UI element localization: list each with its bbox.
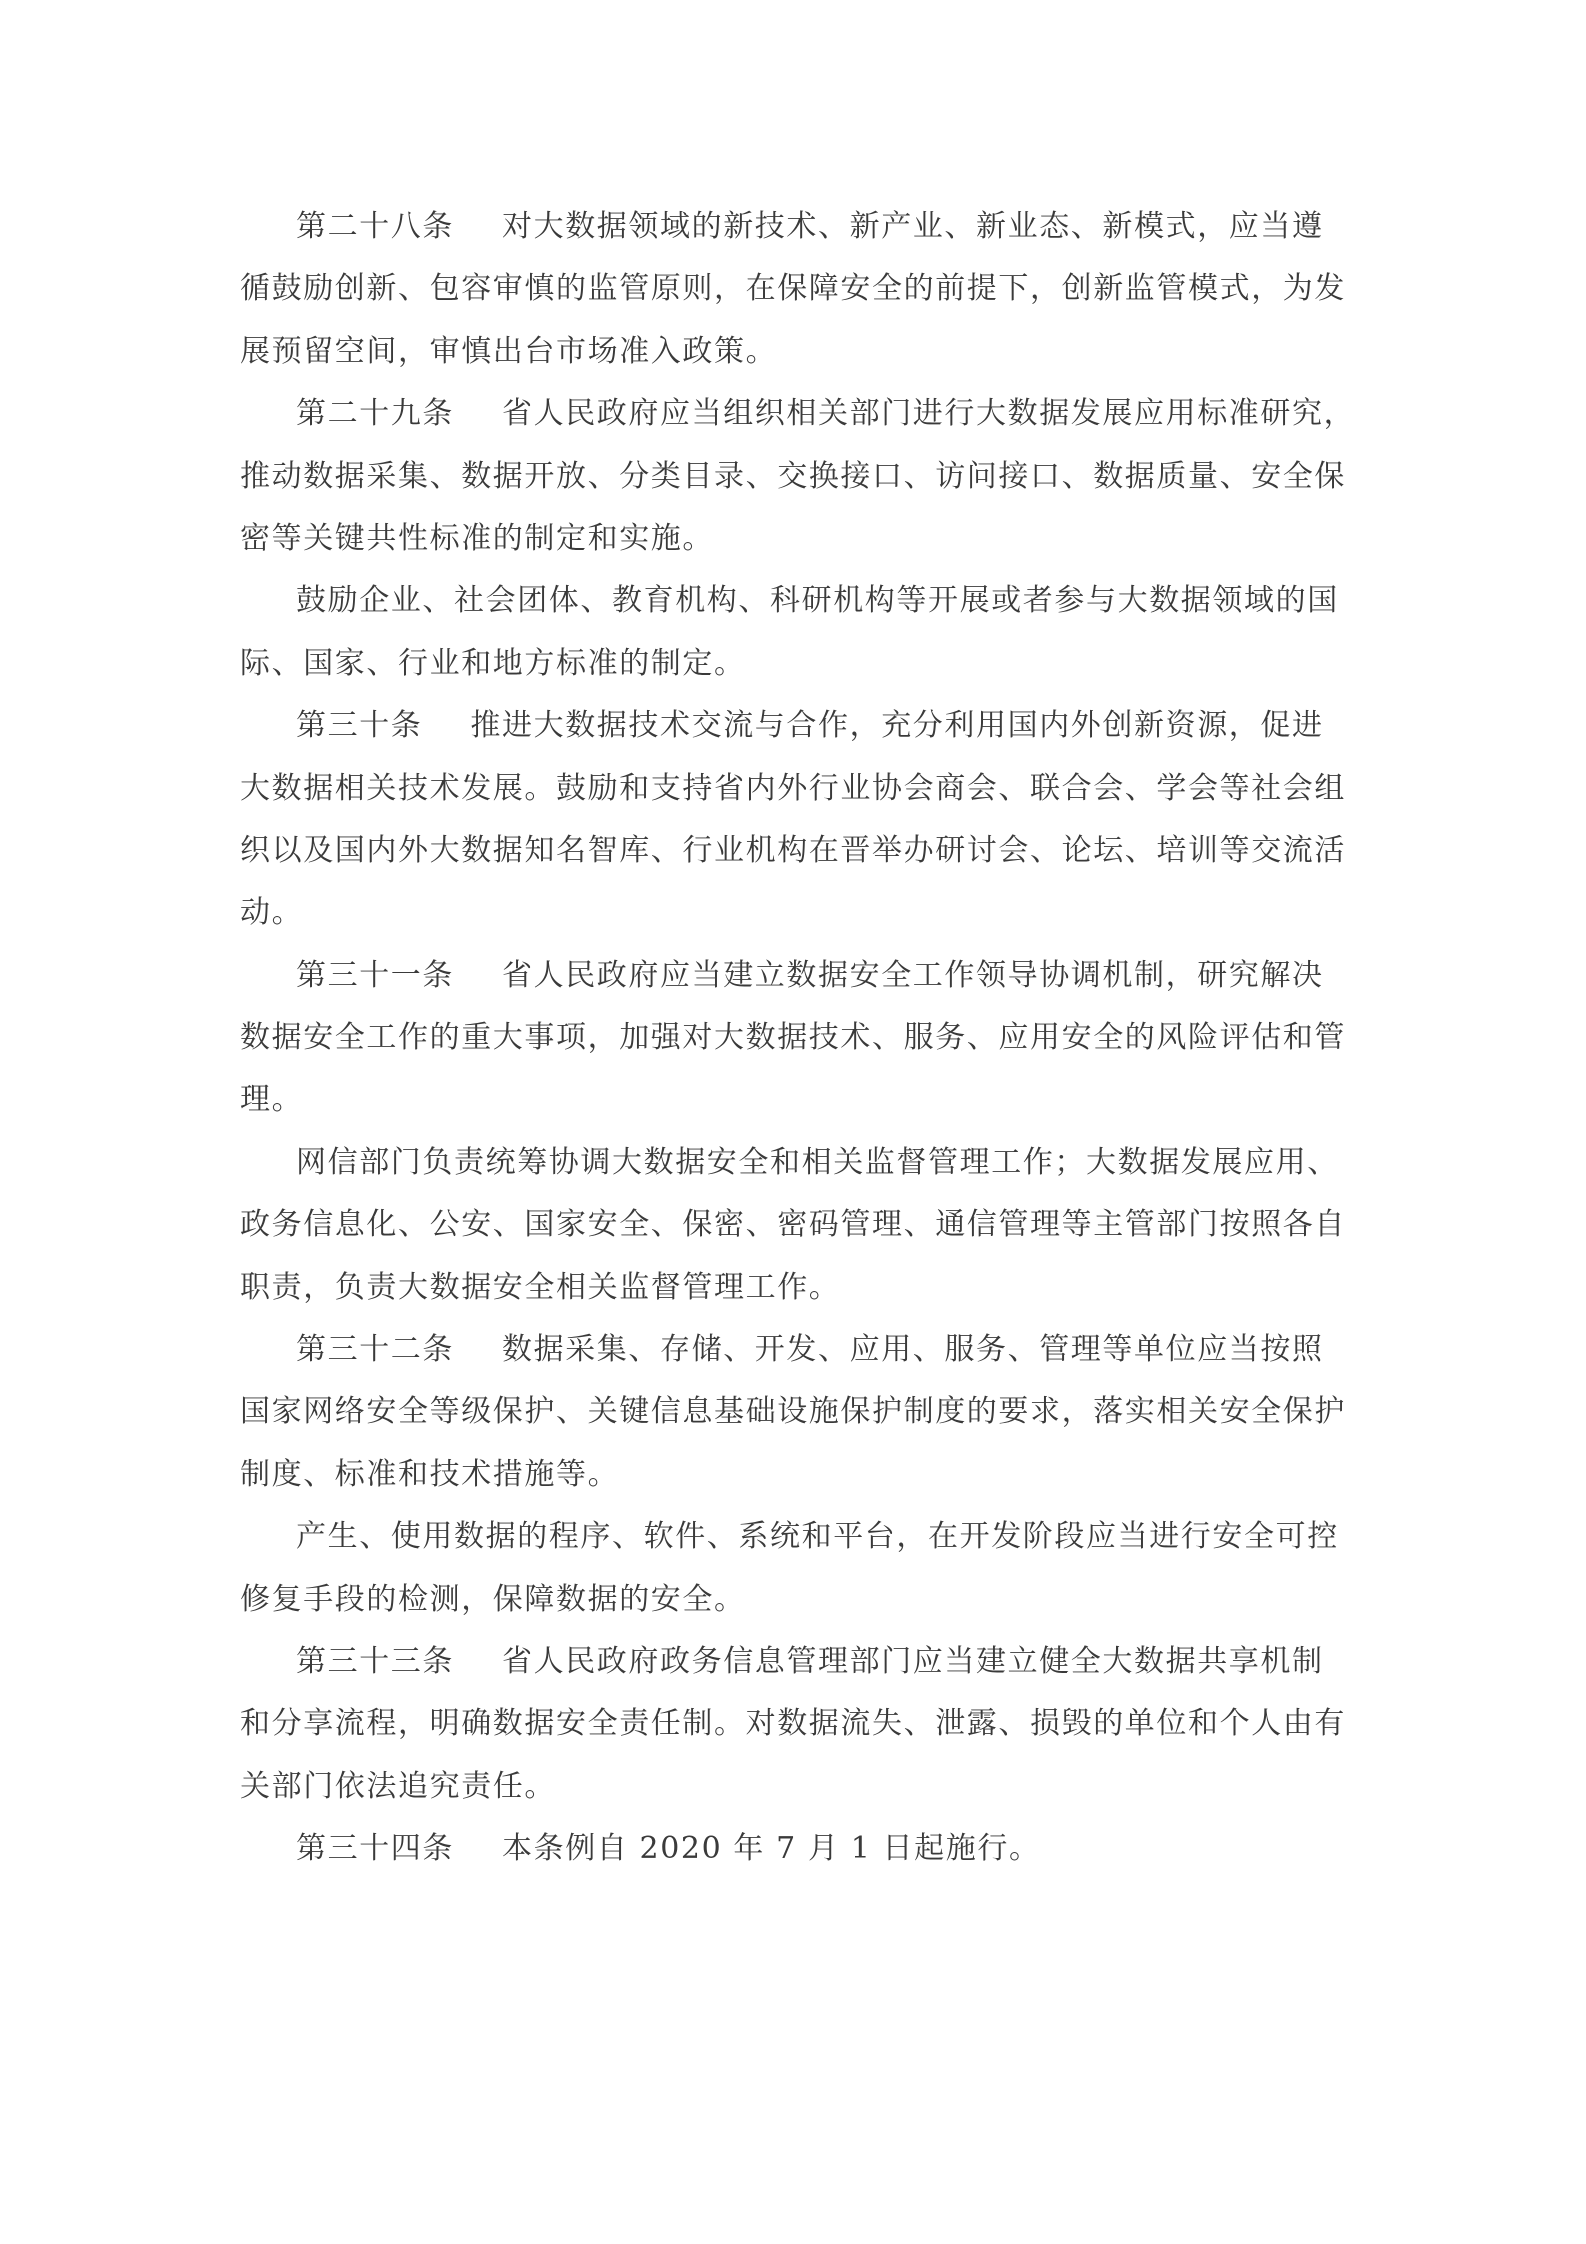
paragraph-line <box>240 196 1350 258</box>
article-29 <box>240 383 1356 570</box>
paragraph-line <box>240 383 1356 445</box>
article-33 <box>240 1631 1350 1818</box>
article-number: 第三十四条 <box>296 1831 454 1867</box>
article-31 <box>240 945 1350 1132</box>
paragraph-line: 大数据相关技术发展。鼓励和支持省内外行业协会商会、联合会、学会等社会组 <box>240 770 1346 806</box>
article-29-paragraph-2 <box>240 570 1350 695</box>
line-text: 数据采集、存储、开发、应用、服务、管理等单位应当按照 <box>502 1332 1324 1368</box>
article-32 <box>240 1319 1350 1506</box>
paragraph-line: 职责，负责大数据安全相关监督管理工作。 <box>240 1269 841 1305</box>
paragraph-line <box>240 1631 1350 1693</box>
paragraph-line: 数据安全工作的重大事项，加强对大数据技术、服务、应用安全的风险评估和管 <box>240 1020 1346 1056</box>
paragraph-line: 动。 <box>240 895 304 931</box>
article-number: 第三十二条 <box>296 1332 454 1368</box>
paragraph-line <box>240 1319 1350 1381</box>
paragraph-line: 循鼓励创新、包容审慎的监管原则，在保障安全的前提下，创新监管模式，为发 <box>240 271 1346 307</box>
article-31-paragraph-2 <box>240 1132 1350 1319</box>
paragraph-line: 理。 <box>240 1082 304 1118</box>
line-text: 省人民政府政务信息管理部门应当建立健全大数据共享机制 <box>502 1643 1324 1679</box>
paragraph-line: 政务信息化、公安、国家安全、保密、密码管理、通信管理等主管部门按照各自 <box>240 1207 1346 1243</box>
paragraph-line <box>240 1818 1350 1880</box>
article-number: 第二十九条 <box>296 396 454 432</box>
line-text: 对大数据领域的新技术、新产业、新业态、新模式，应当遵 <box>502 209 1324 244</box>
paragraph-line: 和分享流程，明确数据安全责任制。对数据流失、泄露、损毁的单位和个人由有 <box>240 1706 1346 1742</box>
paragraph-line: 织以及国内外大数据知名智库、行业机构在晋举办研讨会、论坛、培训等交流活 <box>240 832 1346 868</box>
paragraph-line: 推动数据采集、数据开放、分类目录、交换接口、访问接口、数据质量、安全保 <box>240 458 1346 494</box>
line-text: 省人民政府应当组织相关部门进行大数据发展应用标准研究， <box>502 396 1356 432</box>
article-number: 第三十条 <box>296 708 423 744</box>
line-text: 省人民政府应当建立数据安全工作领导协调机制，研究解决 <box>502 957 1324 993</box>
paragraph-line: 关部门依法追究责任。 <box>240 1768 556 1804</box>
article-number: 第二十八条 <box>296 209 454 244</box>
paragraph-line <box>240 695 1350 757</box>
article-number: 第三十一条 <box>296 957 454 993</box>
line-text: 推进大数据技术交流与合作，充分利用国内外创新资源，促进 <box>470 708 1324 744</box>
paragraph-line: 制度、标准和技术措施等。 <box>240 1456 620 1492</box>
article-28 <box>240 196 1350 383</box>
paragraph-line: 密等关键共性标准的制定和实施。 <box>240 520 714 556</box>
article-number: 第三十三条 <box>296 1643 454 1679</box>
line-text: 本条例自 2020 年 7 月 1 日起施行。 <box>502 1831 1041 1867</box>
article-30 <box>240 695 1350 945</box>
paragraph-line: 修复手段的检测，保障数据的安全。 <box>240 1581 746 1617</box>
paragraph-line: 产生、使用数据的程序、软件、系统和平台，在开发阶段应当进行安全可控 <box>296 1519 1339 1555</box>
paragraph-line: 网信部门负责统筹协调大数据安全和相关监督管理工作；大数据发展应用、 <box>296 1144 1339 1180</box>
paragraph-line: 展预留空间，审慎出台市场准入政策。 <box>240 333 778 369</box>
paragraph-line: 鼓励企业、社会团体、教育机构、科研机构等开展或者参与大数据领域的国 <box>296 583 1339 619</box>
paragraph-line <box>240 945 1350 1007</box>
paragraph-line: 国家网络安全等级保护、关键信息基础设施保护制度的要求，落实相关安全保护 <box>240 1394 1346 1430</box>
article-32-paragraph-2 <box>240 1506 1350 1631</box>
document-body <box>240 196 1356 1881</box>
paragraph-line: 际、国家、行业和地方标准的制定。 <box>240 645 746 681</box>
article-34 <box>240 1818 1350 1880</box>
